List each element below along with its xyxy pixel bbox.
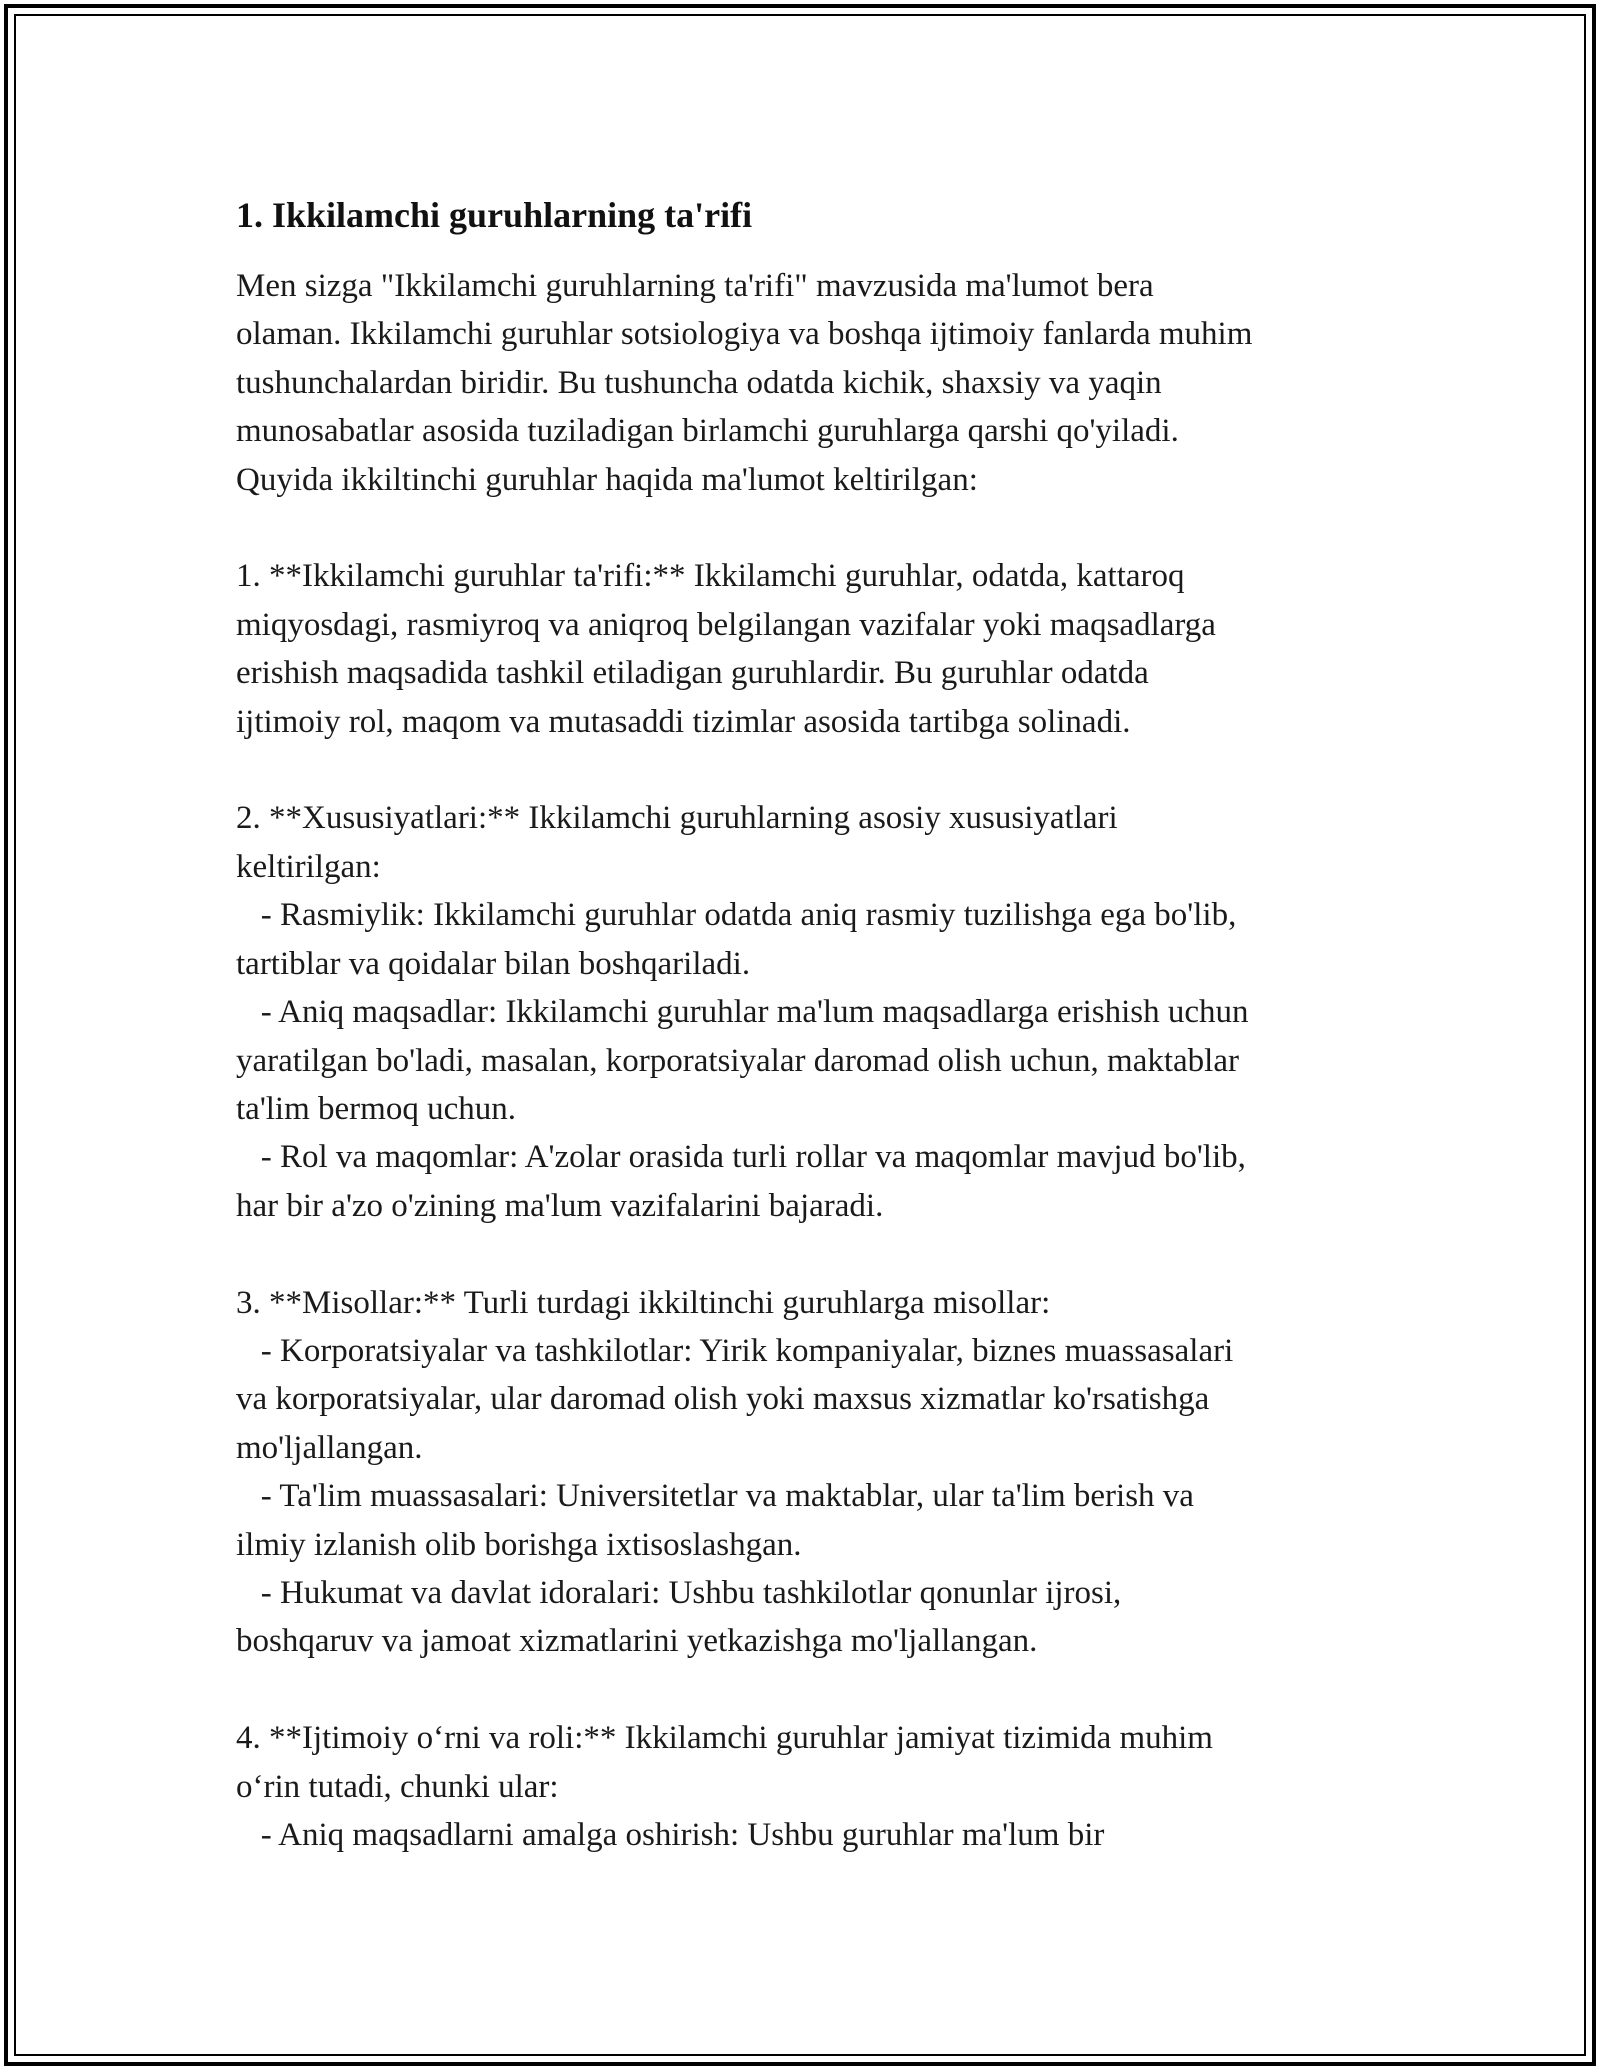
document-heading: 1. Ikkilamchi guruhlarning ta'rifi — [236, 195, 753, 235]
document-body: Men sizga "Ikkilamchi guruhlarning ta'rifi" mavzusida ma'lumot bera olaman. Ikkilamchi guruhlar sotsiologiya va boshqa ijtimoiy fanlarda muhim tushunchalardan biridir. Bu tushuncha odatda kichik, shaxsiy va yaqin munosabatlar asosida tuziladigan birlamchi guruhlarga qarshi qo'yiladi. Quyida ikkiltinchi guruhlar haqida ma'lumot keltirilgan: 1. **Ikkilamchi guruhlar ta'rifi:** Ikkilamchi guruhlar, odatda, kattaroq miqyosdagi, rasmiyroq va aniqroq belgilangan vazifalar yoki maqsadlarga erishish maqsadida tashkil etiladigan guruhlardir. Bu guruhlar odatda ijtimoiy rol, maqom va mutasaddi tizimlar asosida tartibga solinadi. 2. **Xususiyatlari:** Ikkilamchi guruhlarning asosiy xususiyatlari keltirilgan: - Rasmiylik: Ikkilamchi guruhlar odatda aniq rasmiy tuzilishga ega bo'lib, tartiblar va qoidalar bilan boshqariladi. - Aniq maqsadlar: Ikkilamchi guruhlar ma'lum maqsadlarga erishish uchun yaratilgan bo'ladi, masalan, korporatsiyalar daromad olish uchun, maktablar ta'lim bermoq uchun. - Rol va maqomlar: A'zolar orasida turli rollar va maqomlar mavjud bo'lib, har bir a'zo o'zining ma'lum vazifalarini bajaradi. 3. **Misollar:** Turli turdagi ikkiltinchi guruhlarga misollar: - Korporatsiyalar va tashkilotlar: Yirik kompaniyalar, biznes muassasalari va korporatsiyalar, ular daromad olish yoki maxsus xizmatlar ko'rsatishga mo'ljallangan. - Ta'lim muassasalari: Universitetlar va maktablar, ular ta'lim berish va ilmiy izlanish olib borishga ixtisoslashgan. - Hukumat va davlat idoralari: Ushbu tashkilotlar qonunlar ijrosi, boshqaruv va jamoat xizmatlarini yetkazishga mo'ljallangan. 4. **Ijtimoiy o‘rni va roli:** Ikkilamchi guruhlar jamiyat tizimida muhim o‘rin tutadi, chunki ular: - Aniq maqsadlarni amalga oshirish: Ushbu guruhlar ma'lum bir — [236, 268, 1253, 1853]
document-content — [236, 188, 1376, 1859]
